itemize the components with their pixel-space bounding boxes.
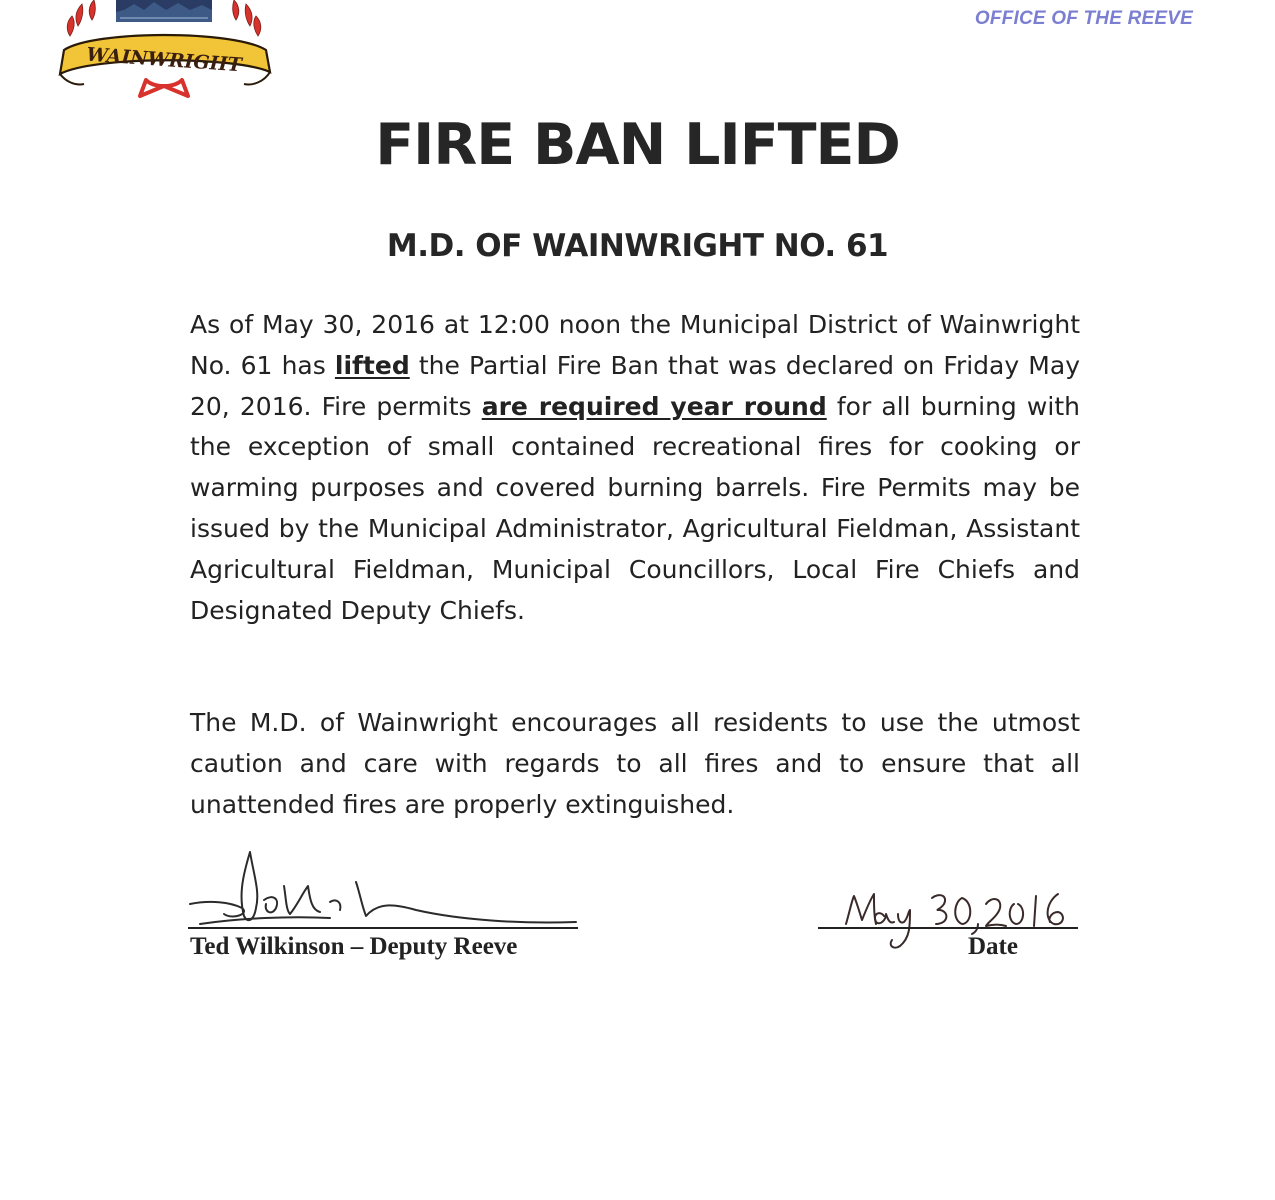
signatory-name: Ted Wilkinson – Deputy Reeve (190, 933, 518, 960)
handwritten-signature (180, 842, 580, 937)
notice-subtitle: M.D. OF WAINWRIGHT NO. 61 (386, 228, 889, 264)
notice-title: FIRE BAN LIFTED (375, 112, 900, 178)
emphasis-required-year-round: are required year round (481, 391, 827, 421)
crest-ribbon-text: WAINWRIGHT (85, 43, 243, 77)
emphasis-lifted: lifted (334, 350, 410, 380)
notice-paragraph-1 (190, 305, 1080, 631)
signature-line (188, 927, 578, 929)
handwritten-date (840, 880, 1080, 960)
paragraph-1-text-b: the Partial Fire Ban that was declared on Friday May 20, 2016. Fire permits (190, 350, 1080, 421)
date-line (818, 927, 1078, 929)
date-label: Date (968, 933, 1018, 960)
office-of-the-reeve-label: OFFICE OF THE REEVE (974, 8, 1193, 29)
paragraph-1-text-a: As of May 30, 2016 at 12:00 noon the Municipal District of Wainwright No. 61 has (190, 310, 1080, 380)
wainwright-crest-logo (54, 0, 274, 102)
notice-paragraph-2: The M.D. of Wainwright encourages all residents to use the utmost caution and care with regards to all fires and to ensure that all unattended fires are properly extinguished. (190, 708, 1080, 819)
paragraph-1-text-c: for all burning with the exception of small contained recreational fires for cooking or warming purposes and covered burning barrels. Fire Permits may be issued by the Municipal Administrator, Agricultural Fieldman, Assistant Agricultural Fieldman, Municipal Councillors, Local Fire Chiefs and Designated Deputy Chiefs. (190, 391, 1080, 625)
